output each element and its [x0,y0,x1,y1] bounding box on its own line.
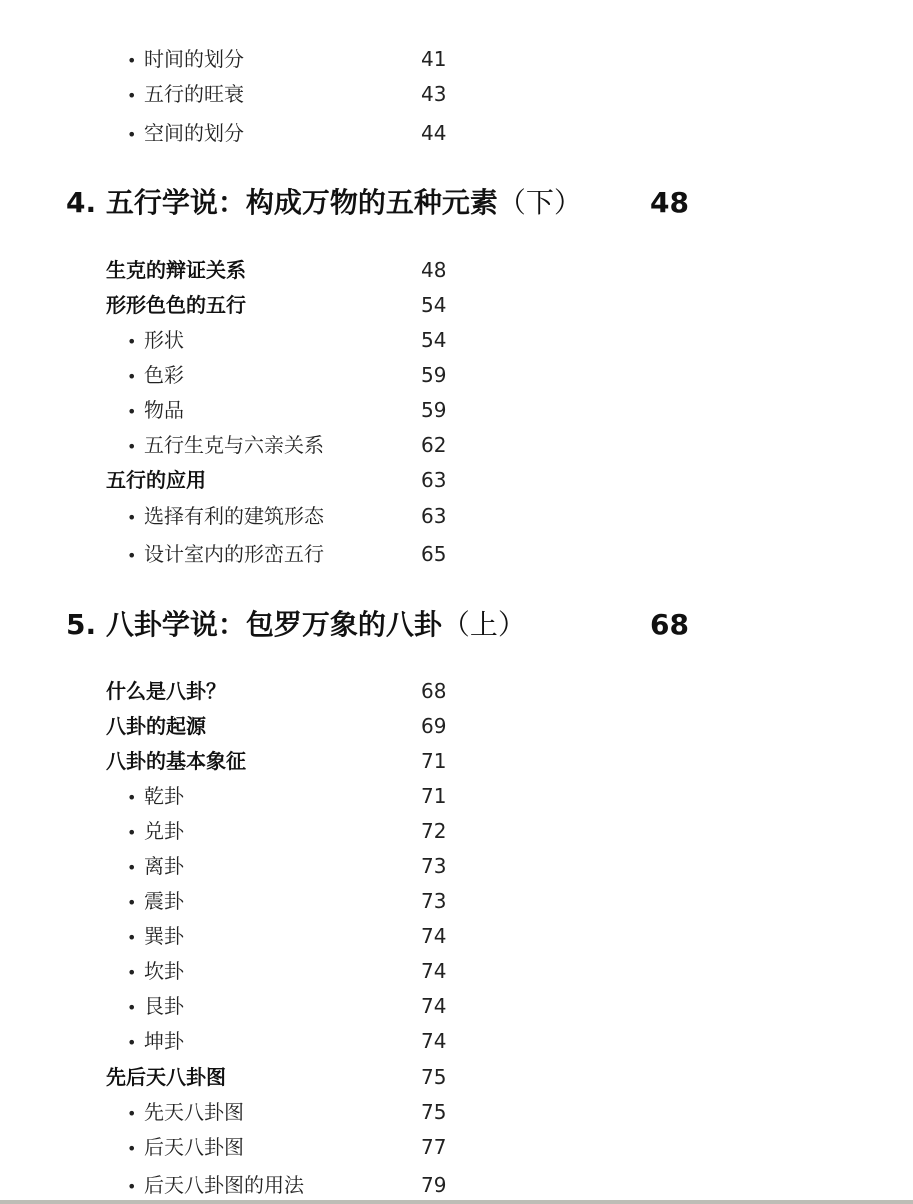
entry-page-number: 75 [421,1100,447,1124]
entry-title: • 五行生克与六亲关系 [127,428,324,464]
toc-subentry [0,428,913,462]
toc-subentry [0,393,913,427]
toc-subentry [0,116,913,150]
entry-title: • 乾卦 [127,779,184,815]
entry-page-number: 41 [421,47,447,71]
entry-title: • 选择有利的建筑形态 [127,499,324,535]
toc-subentry [0,884,913,918]
entry-title: • 震卦 [127,884,184,920]
toc-section [0,253,913,287]
section-title: 八卦的起源 [106,714,206,738]
chapter-page-number: 48 [650,186,689,219]
page-bottom-edge [0,1200,913,1204]
entry-page-number: 74 [421,959,447,983]
entry-page-number: 59 [421,398,447,422]
entry-page-number: 73 [421,854,447,878]
section-title: 八卦的基本象征 [106,749,246,773]
entry-page-number: 69 [421,714,447,738]
toc-subentry [0,499,913,533]
entry-page-number: 79 [421,1173,447,1197]
entry-page-number: 72 [421,819,447,843]
entry-page-number: 71 [421,749,447,773]
section-title: 生克的辩证关系 [106,258,246,282]
entry-title: • 空间的划分 [127,116,244,152]
toc-section [0,674,913,708]
toc-subentry [0,1130,913,1164]
entry-page-number: 71 [421,784,447,808]
chapter-title-text: 4. 五行学说：构成万物的五种元素 [66,186,498,219]
entry-page-number: 74 [421,994,447,1018]
chapter-page-number: 68 [650,608,689,641]
toc-subentry [0,1095,913,1129]
entry-title: • 五行的旺衰 [127,77,244,113]
entry-title: • 离卦 [127,849,184,885]
toc-section [0,744,913,778]
entry-page-number: 68 [421,679,447,703]
chapter-title-suffix: （上） [441,608,526,641]
toc-subentry [0,989,913,1023]
chapter-title [66,181,582,225]
entry-page-number: 44 [421,121,447,145]
entry-title: • 色彩 [127,358,184,394]
entry-page-number: 63 [421,504,447,528]
entry-title: • 后天八卦图 [127,1130,244,1166]
toc-subentry [0,323,913,357]
entry-page-number: 73 [421,889,447,913]
section-title: 五行的应用 [106,468,206,492]
toc-subentry [0,814,913,848]
toc-chapter-heading [0,181,913,225]
entry-title: • 先天八卦图 [127,1095,244,1131]
toc-subentry [0,1024,913,1058]
toc-chapter-heading [0,603,913,647]
toc-section [0,288,913,322]
chapter-title [66,603,526,647]
entry-title: • 坤卦 [127,1024,184,1060]
entry-title: • 物品 [127,393,184,429]
entry-page-number: 74 [421,1029,447,1053]
toc-subentry [0,358,913,392]
entry-page-number: 74 [421,924,447,948]
entry-title: • 时间的划分 [127,42,244,78]
entry-page-number: 75 [421,1065,447,1089]
toc-subentry [0,42,913,76]
toc-section [0,709,913,743]
toc-subentry [0,849,913,883]
entry-title: • 巽卦 [127,919,184,955]
entry-title: • 后天八卦图的用法 [127,1168,304,1204]
toc-subentry [0,954,913,988]
entry-title: • 兑卦 [127,814,184,850]
entry-title: • 设计室内的形峦五行 [127,537,324,573]
entry-page-number: 59 [421,363,447,387]
entry-page-number: 54 [421,328,447,352]
entry-page-number: 62 [421,433,447,457]
entry-title: • 艮卦 [127,989,184,1025]
toc-subentry [0,1168,913,1202]
entry-title: • 坎卦 [127,954,184,990]
chapter-title-suffix: （下） [497,186,582,219]
entry-page-number: 48 [421,258,447,282]
entry-page-number: 43 [421,82,447,106]
toc-subentry [0,77,913,111]
toc-subentry [0,537,913,571]
toc-subentry [0,779,913,813]
toc-subentry [0,919,913,953]
chapter-title-text: 5. 八卦学说：包罗万象的八卦 [66,608,442,641]
entry-page-number: 65 [421,542,447,566]
toc-section [0,1060,913,1094]
section-title: 形形色色的五行 [106,293,246,317]
entry-page-number: 54 [421,293,447,317]
entry-title: • 形状 [127,323,184,359]
section-title: 什么是八卦？ [106,679,226,703]
toc-section [0,463,913,497]
entry-page-number: 63 [421,468,447,492]
entry-page-number: 77 [421,1135,447,1159]
section-title: 先后天八卦图 [106,1065,226,1089]
